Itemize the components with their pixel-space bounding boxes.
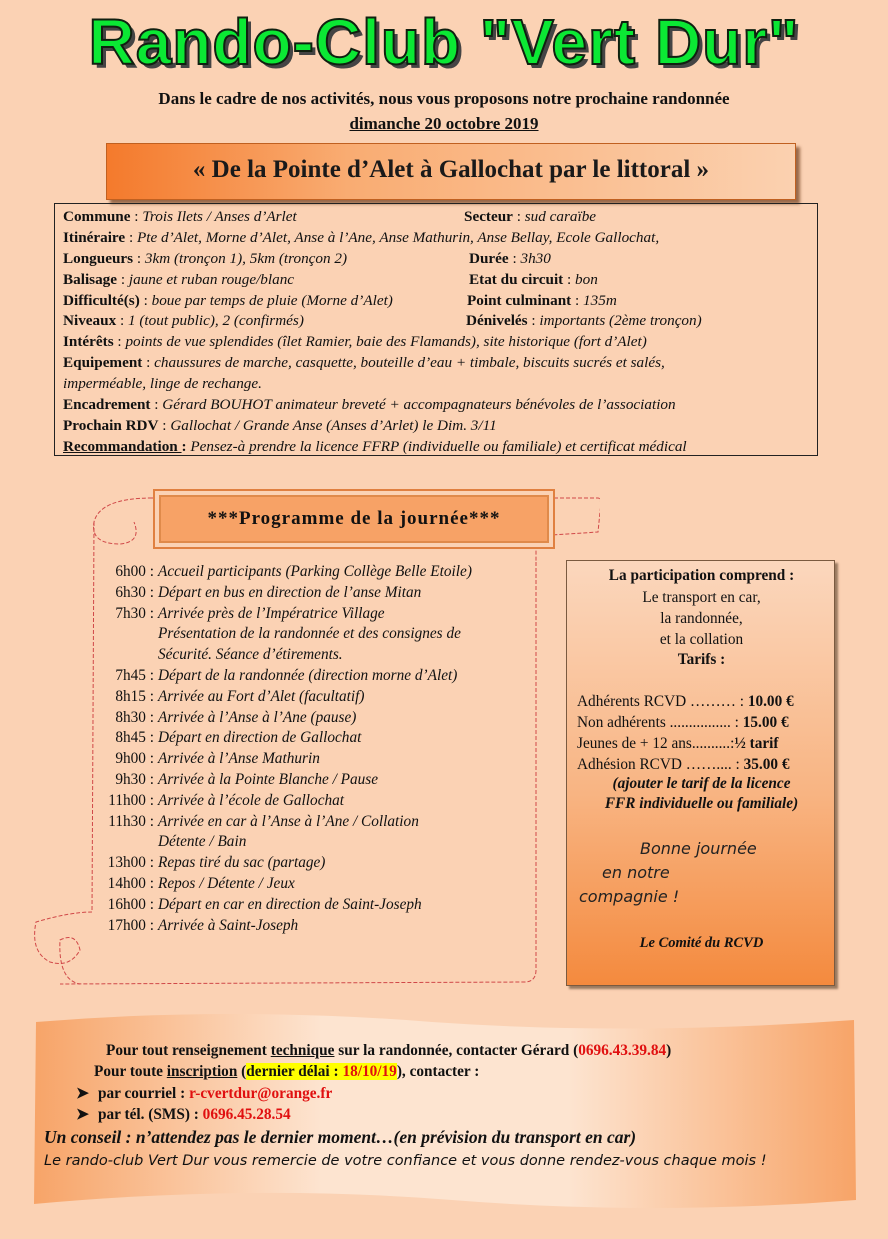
info-label: Commune — [63, 208, 131, 225]
tarif-price: 35.00 € — [743, 756, 790, 773]
info-row — [63, 437, 817, 458]
footer-part: ), contacter : — [396, 1063, 480, 1080]
schedule-text: Départ en direction de Gallochat — [158, 729, 362, 747]
info-label: Equipement — [63, 354, 143, 372]
info-row — [63, 249, 817, 270]
footer-line — [76, 1105, 291, 1124]
info-label: Longueurs — [63, 249, 134, 267]
info-label: Point culminant — [467, 291, 572, 309]
info-value: 1 (tout public), 2 (confirmés) — [127, 312, 304, 330]
sms-phone: 0696.45.28.54 — [202, 1106, 291, 1123]
info-value: importants (2ème tronçon) — [539, 312, 702, 330]
info-col2 — [469, 270, 598, 291]
tarif-row — [577, 714, 789, 732]
info-value: points de vue splendides (îlet Ramier, baie des Flamands), site historique (fort d’Alet) — [125, 333, 647, 351]
schedule-time: 9h00 : — [115, 750, 154, 768]
schedule-time: 14h00 : — [107, 874, 154, 892]
participation-heading: La participation comprend : — [608, 567, 795, 584]
schedule-text: Départ en car en direction de Saint-Joseph — [158, 895, 422, 913]
programme-title: ***Programme de la journée*** — [207, 508, 501, 529]
info-label: Balisage — [63, 270, 118, 288]
tarif-label: Adhérents RCVD ……… : — [577, 693, 748, 710]
schedule-text: Arrivée à l’Anse Mathurin — [158, 750, 320, 768]
info-value: imperméable, linge de rechange. — [63, 375, 262, 393]
tarif-row — [577, 693, 794, 711]
info-col2 — [469, 249, 551, 270]
schedule-time: 11h30 : — [108, 812, 154, 830]
info-value: bon — [575, 270, 598, 288]
tarif-label: Adhésion RCVD …….... : — [577, 756, 744, 773]
info-sep: : — [181, 437, 191, 455]
hike-date-text: dimanche 20 octobre 2019 — [349, 114, 539, 133]
schedule-time: 8h45 : — [115, 729, 154, 747]
contact-email[interactable]: r-cvertdur@orange.fr — [189, 1085, 333, 1102]
info-label: Etat du circuit — [469, 270, 564, 288]
info-value: sud caraïbe — [524, 208, 597, 225]
schedule-time: 9h30 : — [115, 770, 154, 788]
footer-part: technique — [270, 1042, 335, 1059]
footer-advice: Un conseil : n’attendez pas le dernier moment…(en prévision du transport en car) — [44, 1127, 637, 1147]
schedule-text: Arrivée à Saint-Joseph — [158, 916, 299, 934]
footer-part: inscription — [166, 1063, 238, 1080]
info-label: Secteur — [464, 208, 513, 225]
schedule-time: 8h30 : — [115, 708, 154, 726]
info-value: chaussures de marche, casquette, bouteille d’eau + timbale, biscuits sucrés et salés, — [154, 354, 665, 372]
participation-line: la randonnée, — [660, 610, 743, 627]
licence-note: FFR individuelle ou familiale) — [604, 795, 799, 812]
info-sep: : — [142, 354, 155, 372]
info-label: Difficulté(s) — [63, 291, 140, 309]
footer-part: sur la randonnée, contacter Gérard ( — [334, 1042, 579, 1059]
hike-title-banner — [106, 143, 796, 200]
info-label: Itinéraire — [63, 228, 126, 246]
footer-part: Pour toute — [94, 1063, 167, 1080]
info-label: Durée — [469, 249, 509, 267]
info-sep: : — [508, 249, 521, 267]
info-value: 3km (tronçon 1), 5km (tronçon 2) — [144, 249, 348, 267]
schedule-text: Arrivée au Fort d’Alet (facultatif) — [158, 687, 365, 705]
schedule-text: Arrivée près de l’Impératrice Village — [158, 604, 385, 622]
schedule-time: 8h15 : — [115, 687, 154, 705]
participation-line: et la collation — [659, 631, 744, 648]
info-sep: : — [125, 228, 137, 246]
schedule-text: Arrivée à la Pointe Blanche / Pause — [158, 770, 379, 788]
participation-box — [566, 560, 835, 986]
info-value: Pensez-à prendre la licence FFRP (individuelle ou familiale) et certificat médical — [190, 437, 687, 455]
info-sep: : — [563, 270, 576, 288]
info-row — [63, 207, 817, 228]
schedule-text: Repos / Détente / Jeux — [158, 874, 295, 892]
arrow-bullet-icon: ➤ — [76, 1106, 89, 1123]
info-row — [63, 311, 817, 332]
schedule-text: Départ de la randonnée (direction morne d’Alet) — [158, 666, 458, 684]
schedule-time: 13h00 : — [107, 854, 154, 872]
schedule-text: Détente / Bain — [158, 833, 247, 851]
footer-part: ) — [666, 1042, 672, 1059]
schedule-time: 11h00 : — [108, 791, 154, 809]
info-value: Trois Ilets / Anses d’Arlet — [142, 208, 297, 225]
schedule-time: 6h30 : — [115, 583, 154, 601]
tarif-row — [577, 735, 779, 753]
schedule-text: Repas tiré du sac (partage) — [158, 854, 326, 872]
info-sep: : — [117, 270, 129, 288]
info-sep: : — [130, 208, 143, 225]
schedule-text: Accueil participants (Parking Collège Belle Etoile) — [158, 563, 472, 580]
info-sep: : — [139, 291, 152, 309]
schedule-time: 7h45 : — [115, 666, 154, 684]
info-sep: : — [116, 312, 128, 330]
bonne-line: en notre — [602, 863, 670, 882]
info-sep: : — [512, 208, 525, 225]
info-row — [63, 270, 817, 291]
footer-line — [106, 1042, 671, 1060]
schedule-time: 17h00 : — [107, 916, 154, 934]
tarif-price: ½ tarif — [734, 735, 779, 752]
footer-part: ( — [237, 1063, 247, 1080]
info-sep: : — [133, 249, 145, 267]
hike-title: « De la Pointe d’Alet à Gallochat par le littoral » — [192, 156, 710, 183]
tarif-row — [577, 756, 789, 774]
page-title: Rando-Club "Vert Dur" — [88, 6, 800, 78]
info-sep: : — [158, 416, 171, 434]
schedule-text: Départ en bus en direction de l’anse Mitan — [158, 583, 422, 601]
info-row — [63, 416, 817, 437]
intro-line: Dans le cadre de nos activités, nous vous proposons notre prochaine randonnée — [158, 89, 730, 108]
info-row — [63, 291, 817, 312]
info-col2 — [464, 207, 596, 228]
info-sep: : — [113, 333, 126, 351]
info-sep: : — [527, 312, 540, 330]
contact-phone: 0696.43.39.84 — [578, 1042, 667, 1059]
info-row — [63, 353, 817, 374]
arrow-bullet-icon: ➤ — [76, 1085, 89, 1102]
footer-part: par courriel : — [98, 1085, 190, 1102]
info-row — [63, 332, 817, 353]
schedule-text: Présentation de la randonnée et des consignes de — [158, 625, 461, 643]
footer-part: Pour tout renseignement — [106, 1042, 271, 1059]
info-label: Dénivelés — [466, 312, 528, 330]
deadline-highlight — [246, 1063, 397, 1080]
info-label: Intérêts — [63, 333, 114, 351]
footer-line — [76, 1084, 332, 1103]
info-label: Niveaux — [63, 312, 117, 330]
info-value: Gallochat / Grande Anse (Anses d’Arlet) le Dim. 3/11 — [170, 416, 497, 434]
tarif-price: 15.00 € — [742, 714, 789, 731]
footer-part: dernier délai : — [246, 1063, 343, 1080]
schedule-time: 16h00 : — [107, 895, 154, 913]
info-row — [63, 395, 817, 416]
hike-date — [0, 114, 888, 134]
participation-line: Le transport en car, — [642, 589, 761, 606]
tarif-price: 10.00 € — [747, 693, 794, 710]
info-col2 — [466, 311, 702, 332]
info-box — [54, 203, 818, 456]
schedule-text: Sécurité. Séance d’étirements. — [158, 646, 343, 664]
info-label: Encadrement — [63, 396, 151, 414]
schedule-time: 6h00 : — [115, 563, 154, 580]
info-label: Recommandation — [63, 437, 182, 455]
schedule-time: 7h30 : — [115, 604, 154, 622]
tarif-label: Jeunes de + 12 ans..........: — [577, 735, 735, 752]
schedule-text: Arrivée à l’Anse à l’Ane (pause) — [158, 708, 357, 726]
info-value: jaune et ruban rouge/blanc — [128, 270, 295, 288]
footer-thanks: Le rando-club Vert Dur vous remercie de votre confiance et vous donne rendez-vous chaque mois ! — [44, 1153, 767, 1169]
info-row — [63, 374, 817, 395]
footer-part: par tél. (SMS) : — [98, 1106, 203, 1123]
info-col2 — [467, 291, 617, 312]
footer-line — [94, 1063, 479, 1081]
programme-title-box — [153, 489, 555, 549]
tarifs-heading: Tarifs : — [677, 651, 726, 668]
signature: Le Comité du RCVD — [639, 935, 764, 951]
licence-note: (ajouter le tarif de la licence — [612, 775, 791, 792]
schedule-text: Arrivée en car à l’Anse à l’Ane / Collation — [158, 812, 419, 830]
info-row — [63, 228, 817, 249]
tarif-label: Non adhérents ................ : — [577, 714, 743, 731]
info-value: Pte d’Alet, Morne d’Alet, Anse à l’Ane, Anse Mathurin, Anse Bellay, Ecole Gallochat, — [136, 228, 660, 246]
info-value: Gérard BOUHOT animateur breveté + accompagnateurs bénévoles de l’association — [162, 396, 676, 414]
deadline-date: 18/10/19 — [342, 1063, 397, 1080]
schedule-text: Arrivée à l’école de Gallochat — [158, 791, 345, 809]
info-sep: : — [150, 396, 163, 414]
info-label: Prochain RDV — [63, 416, 159, 434]
bonne-line: compagnie ! — [579, 887, 680, 906]
info-value: 3h30 — [520, 249, 551, 267]
info-sep: : — [571, 291, 584, 309]
info-value: 135m — [583, 291, 617, 309]
info-value: boue par temps de pluie (Morne d’Alet) — [151, 291, 393, 309]
bonne-line: Bonne journée — [640, 839, 757, 858]
